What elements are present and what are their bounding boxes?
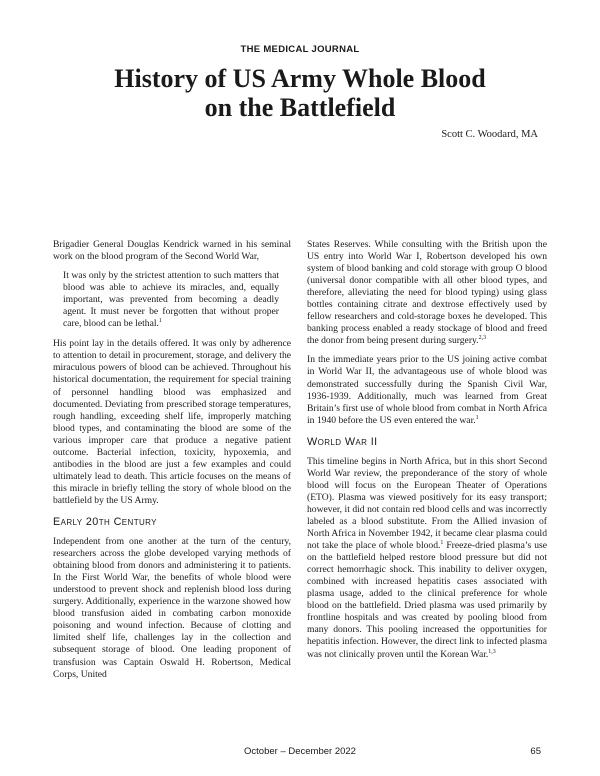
left-column xyxy=(53,239,291,688)
citation: 1,3 xyxy=(488,648,496,655)
paragraph-text: This timeline begins in North Africa, but in this short Second World War review, the preponderance of the story of whole blood will focus on the European Theater of Operations (ETO). Plasma was viewed positively for its easy transport; however, it did not contain red blood cells and was incorrectly labeled as a blood substitute. From the Allied invasion of North Africa in November 1942, it became clear plasma could not take the place of whole blood. xyxy=(307,455,547,552)
paragraph-text: In the immediate years prior to the US joining active combat in World War II, the advantageous use of whole blood was demonstrated successfully during the Spanish Civil War, 1936-1939. Additionally, much was learned from Great Britain’s first use of whole blood from combat in North Africa in 1940 before the US even entered the war. xyxy=(307,354,547,426)
intro-paragraph: Brigadier General Douglas Kendrick warned in his seminal work on the blood program of the Second World War, xyxy=(53,239,291,263)
body-paragraph: His point lay in the details offered. It was only by adherence to attention to detail in procurement, storage, and delivery the miraculous powers of blood can be achieved. Throughout his historical documentation, the requirement for special training of personnel handling blood was emphasized and documented. Deviating from prescribed storage temperatures, rough handling, exceeding shelf life, improperly matching blood types, and contaminating the blood are some of the various improper care that produce a negative patient outcome. Bacterial infection, toxicity, hypoxemia, and antibodies in the blood are just a few examples and could ultimately lead to death. This article focuses on the means of this miracle in briefly telling the story of whole blood on the battlefield by the US Army. xyxy=(53,338,291,506)
footer-date: October – December 2022 xyxy=(244,746,356,757)
section-heading-world-war-ii: World War II xyxy=(307,435,378,448)
body-paragraph: Independent from one another at the turn of the century, researchers across the globe developed varying methods of obtaining blood from donors and administering it to patients. In the First World War, the benefits of whole blood were understood to prevent shock and replenish blood loss during surgery. Additionally, experience in the warzone showed how blood transfusion aided in combating carbon monoxide poisoning and wound infection. Because of clotting and limited shelf life, challenges lay in the collection and subsequent storage of blood. One leading proponent of transfusion was Captain Oswald H. Robertson, Medical Corps, United xyxy=(53,536,291,680)
right-column xyxy=(307,239,547,668)
paragraph-text: Freeze-dried plasma’s use on the battlefield helped restore blood pressure but did not correct hemorrhagic shock. This inability to deliver oxygen, combined with increased hepatitis cases associated with plasma usage, added to the clinical preference for whole blood on the battlefield. Dried plasma was used primarily by frontline hospitals and was created by pooling blood from many donors. This pooling increased the opportunities for hepatitis infection. However, the direct link to infected plasma was not clinically proven until the Korean War. xyxy=(307,540,547,660)
body-paragraph xyxy=(307,456,547,661)
title-line-1: History of US Army Whole Blood xyxy=(114,64,486,93)
section-heading-early-20th-century: Early 20th Century xyxy=(53,515,157,528)
author-byline: Scott C. Woodard, MA xyxy=(441,129,538,140)
block-quote xyxy=(63,270,279,330)
citation: 2,3 xyxy=(478,335,487,342)
article-title xyxy=(60,64,540,122)
title-line-2: on the Battlefield xyxy=(204,93,396,122)
body-paragraph xyxy=(307,239,547,347)
body-paragraph xyxy=(307,354,547,426)
journal-header: THE MEDICAL JOURNAL xyxy=(240,44,360,55)
citation: 1 xyxy=(475,414,479,421)
quote-text: It was only by the strictest attention to such matters that blood was able to achieve its miracles, and, equally important, was prevented from becoming a deadly agent. It must never be forgotten that without proper care, blood can be lethal. xyxy=(63,270,279,330)
page-number: 65 xyxy=(530,746,541,757)
paragraph-text: States Reserves. While consulting with the British upon the US entry into World War I, Robertson developed his own system of blood banking and cold storage with group O blood (universal donor compatible with all other blood types, and therefore, alleviating the need for blood typing) using glass bottles containing citrate and dextrose effectively used by fellow researchers and cold-storage boxes he developed. This banking process enabled a ready stockage of blood and freed the donor from being present during surgery. xyxy=(307,239,547,347)
citation: 1 xyxy=(440,539,444,546)
quote-citation: 1 xyxy=(158,318,162,325)
